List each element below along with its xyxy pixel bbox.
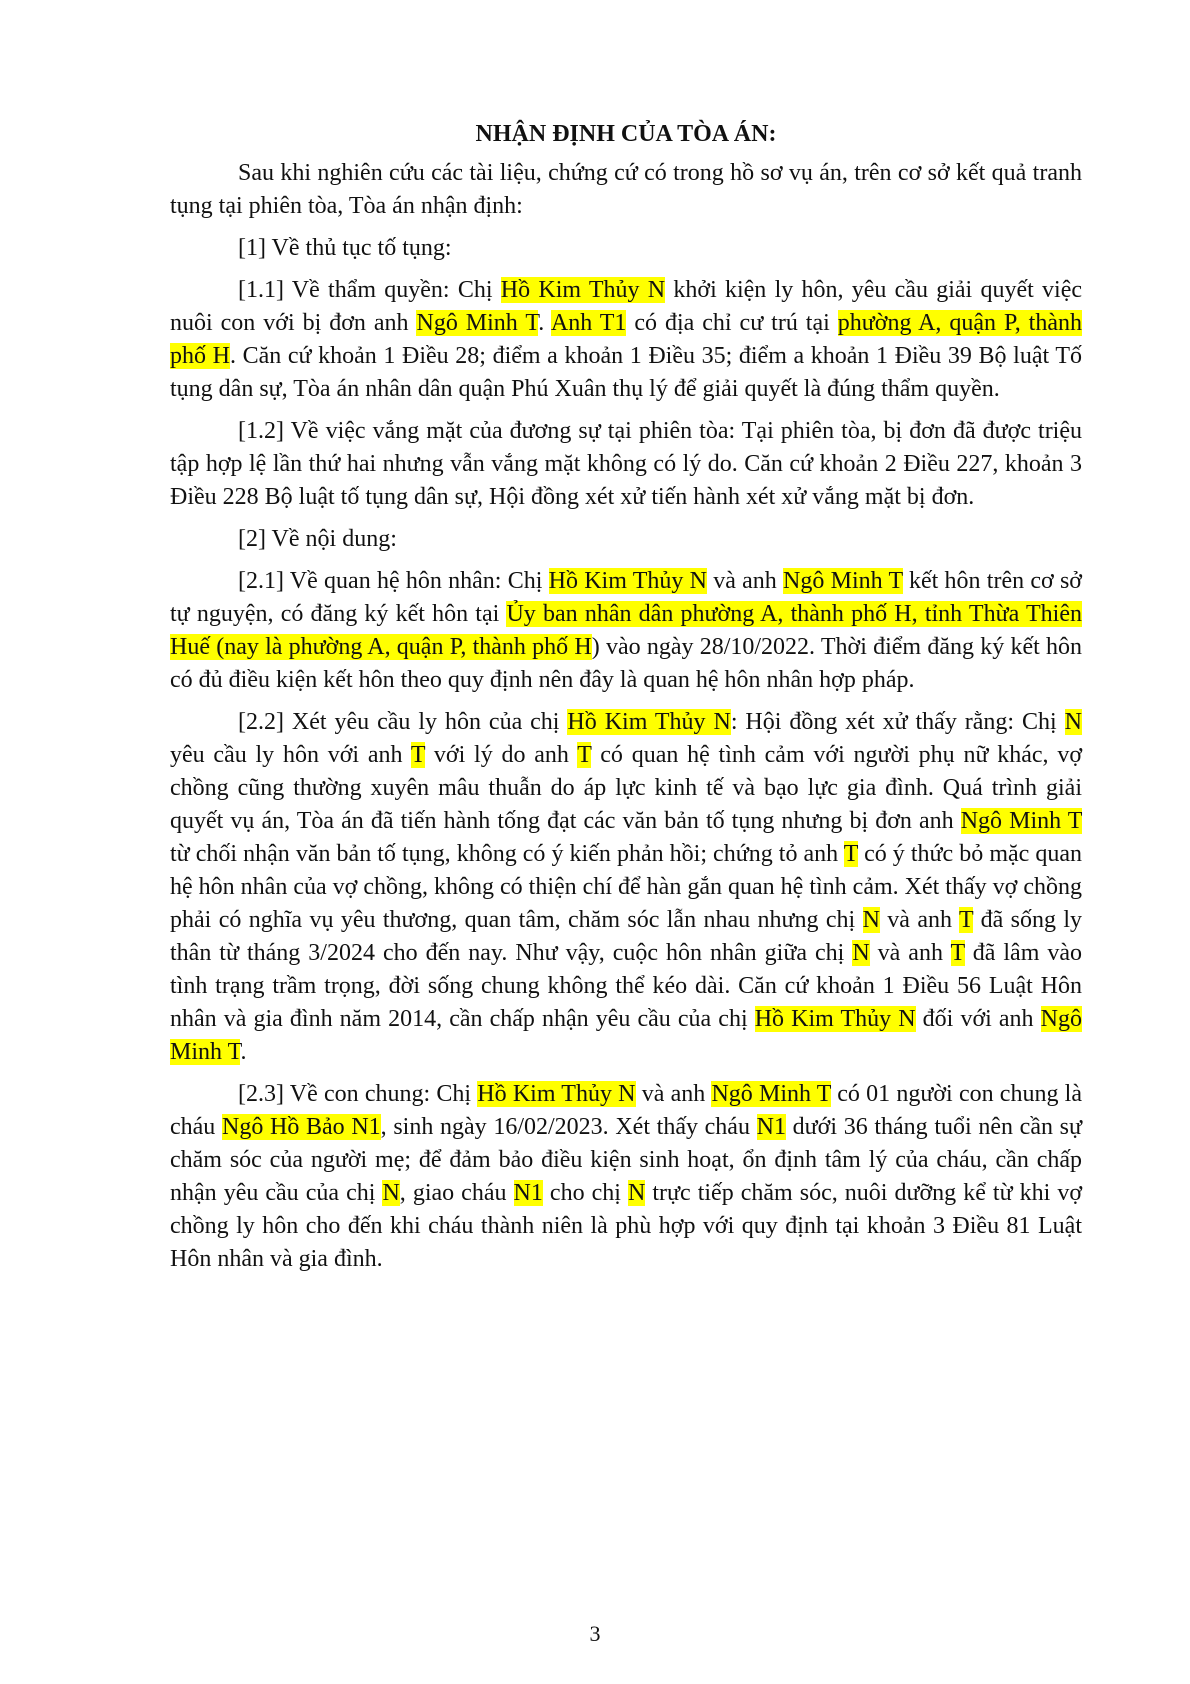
highlighted-text: Ngô Minh T	[711, 1081, 832, 1107]
paragraph-divorce-request: [2.2] Xét yêu cầu ly hôn của chị Hồ Kim Thủy N: Hội đồng xét xử thấy rằng: Chị N yêu cầu ly hôn với anh T với lý do anh T có quan hệ tình cảm với người phụ nữ khác, vợ chồng cũng thường xuyên mâu thuẫn do áp lực kinh tế và bạo lực gia đình. Quá trình giải quyết vụ án, Tòa án đã tiến hành tống đạt các văn bản tố tụng nhưng bị đơn anh Ngô Minh T từ chối nhận văn bản tố tụng, không có ý kiến phản hồi; chứng tỏ anh T có ý thức bỏ mặc quan hệ hôn nhân của vợ chồng, không có thiện chí để hàn gắn quan hệ tình cảm. Xét thấy vợ chồng phải có nghĩa vụ yêu thương, quan tâm, chăm sóc lẫn nhau nhưng chị N và anh T đã sống ly thân từ tháng 3/2024 cho đến nay. Như vậy, cuộc hôn nhân giữa chị N và anh T đã lâm vào tình trạng trầm trọng, đời sống chung không thể kéo dài. Căn cứ khoản 1 Điều 56 Luật Hôn nhân và gia đình năm 2014, cần chấp nhận yêu cầu của chị Hồ Kim Thủy N đối với anh Ngô Minh T.	[170, 709, 1083, 1065]
highlighted-text: N	[1064, 709, 1082, 735]
paragraph-content-heading: [2] Về nội dung:	[238, 526, 397, 552]
highlighted-text: Ủy ban nhân dân phường A, thành phố H, tỉnh Thừa Thiên Huế (nay là phường A, quận P, thành phố H	[170, 601, 1082, 660]
paragraph-absence: [1.2] Về việc vắng mặt của đương sự tại phiên tòa: Tại phiên tòa, bị đơn đã được triệu tập hợp lệ lần thứ hai nhưng vẫn vắng mặt không có lý do. Căn cứ khoản 2 Điều 227, khoản 3 Điều 228 Bộ luật tố tụng dân sự, Hội đồng xét xử tiến hành xét xử vắng mặt bị đơn.	[170, 418, 1082, 510]
highlighted-text: Hồ Kim Thủy N	[477, 1081, 636, 1107]
highlighted-text: T	[843, 841, 859, 867]
paragraph-procedure-heading: [1] Về thủ tục tố tụng:	[238, 235, 452, 261]
highlighted-text: T	[958, 907, 974, 933]
highlighted-text: Ngô Hồ Bảo N1	[221, 1114, 381, 1140]
highlighted-text: Ngô Minh T	[416, 310, 539, 336]
paragraph-marriage-relation: [2.1] Về quan hệ hôn nhân: Chị Hồ Kim Thủy N và anh Ngô Minh T kết hôn trên cơ sở tự nguyện, có đăng ký kết hôn tại Ủy ban nhân dân phường A, thành phố H, tỉnh Thừa Thiên Huế (nay là phường A, quận P, thành phố H) vào ngày 28/10/2022. Thời điểm đăng ký kết hôn có đủ điều kiện kết hôn theo quy định nên đây là quan hệ hôn nhân hợp pháp.	[170, 568, 1082, 693]
highlighted-text: Hồ Kim Thủy N	[548, 568, 707, 594]
highlighted-text: N	[382, 1180, 400, 1206]
section-title: NHẬN ĐỊNH CỦA TÒA ÁN:	[475, 121, 777, 147]
highlighted-text: Ngô Minh T	[783, 568, 903, 594]
highlighted-text: N	[862, 907, 880, 933]
highlighted-text: phường A, quận P, thành phố H	[170, 310, 1082, 369]
paragraph-common-child: [2.3] Về con chung: Chị Hồ Kim Thủy N và anh Ngô Minh T có 01 người con chung là cháu Ngô Hồ Bảo N1, sinh ngày 16/02/2023. Xét thấy cháu N1 dưới 36 tháng tuổi nên cần sự chăm sóc của người mẹ; để đảm bảo điều kiện sinh hoạt, ổn định tâm lý của cháu, cần chấp nhận yêu cầu của chị N, giao cháu N1 cho chị N trực tiếp chăm sóc, nuôi dưỡng kể từ khi vợ chồng ly hôn cho đến khi cháu thành niên là phù hợp với quy định tại khoản 3 Điều 81 Luật Hôn nhân và gia đình.	[170, 1081, 1083, 1272]
highlighted-text: Ngô Minh T	[960, 808, 1082, 834]
highlighted-text: T	[410, 742, 426, 768]
paragraph-jurisdiction: [1.1] Về thẩm quyền: Chị Hồ Kim Thủy N khởi kiện ly hôn, yêu cầu giải quyết việc nuôi con với bị đơn anh Ngô Minh T. Anh T1 có địa chỉ cư trú tại phường A, quận P, thành phố H. Căn cứ khoản 1 Điều 28; điểm a khoản 1 Điều 35; điểm a khoản 1 Điều 39 Bộ luật Tố tụng dân sự, Tòa án nhân dân quận Phú Xuân thụ lý để giải quyết là đúng thẩm quyền.	[170, 277, 1082, 402]
paragraph-intro: Sau khi nghiên cứu các tài liệu, chứng cứ có trong hồ sơ vụ án, trên cơ sở kết quả tranh tụng tại phiên tòa, Tòa án nhận định:	[170, 160, 1082, 219]
page-number: 3	[589, 1621, 601, 1646]
highlighted-text: N	[627, 1180, 646, 1206]
highlighted-text: T	[950, 940, 965, 966]
highlighted-text: N1	[513, 1180, 543, 1206]
highlighted-text: Hồ Kim Thủy N	[500, 277, 666, 303]
highlighted-text: N	[852, 940, 870, 966]
document-body	[170, 118, 1082, 1285]
highlighted-text: Hồ Kim Thủy N	[567, 709, 731, 735]
highlighted-text: Hồ Kim Thủy N	[754, 1006, 916, 1032]
highlighted-text: Ngô Minh T	[170, 1006, 1082, 1065]
highlighted-text: N1	[756, 1114, 786, 1140]
highlighted-text: T	[577, 742, 592, 768]
highlighted-text: Anh T1	[550, 310, 627, 336]
